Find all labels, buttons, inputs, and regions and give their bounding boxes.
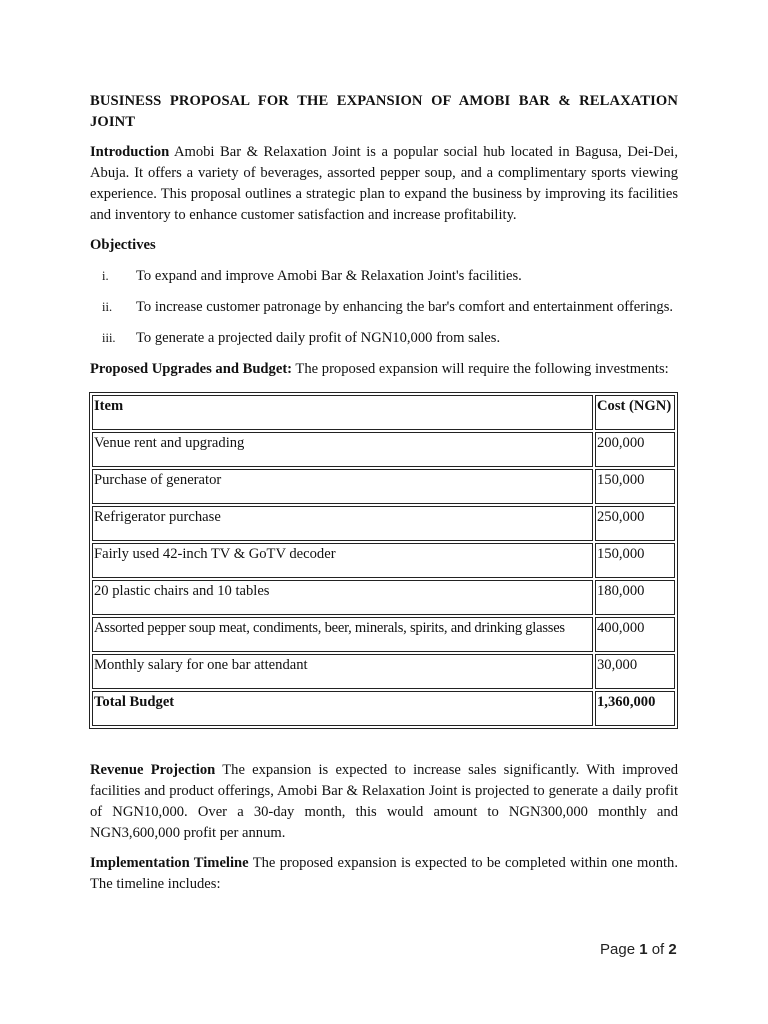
total-label: Total Budget	[92, 691, 593, 726]
list-item-text: To increase customer patronage by enhancing the bar's comfort and entertainment offerings.	[136, 299, 674, 315]
table-header-row	[92, 395, 675, 430]
list-item-number: i.	[102, 269, 109, 283]
table-total-row	[92, 691, 675, 726]
timeline-heading: Implementation Timeline	[90, 855, 249, 871]
total-pages: 2	[668, 941, 677, 958]
list-item	[90, 297, 678, 318]
table-cell-item: 20 plastic chairs and 10 tables	[92, 580, 593, 615]
table-cell-cost: 150,000	[595, 543, 675, 578]
total-value: 1,360,000	[595, 691, 675, 726]
table-cell-cost: 30,000	[595, 654, 675, 689]
table-cell-item: Purchase of generator	[92, 469, 593, 504]
table-row	[92, 469, 675, 504]
budget-intro-text: The proposed expansion will require the following investments:	[292, 361, 669, 377]
table-cell-item: Monthly salary for one bar attendant	[92, 654, 593, 689]
objectives-heading: Objectives	[90, 237, 156, 253]
column-header-cost: Cost (NGN)	[595, 395, 675, 430]
table-cell-cost: 150,000	[595, 469, 675, 504]
table-cell-cost: 400,000	[595, 617, 675, 652]
timeline-paragraph	[90, 853, 678, 895]
introduction-text: Amobi Bar & Relaxation Joint is a popular social hub located in Bagusa, Dei-Dei, Abuja. It offers a variety of beverages, assorted pepper soup, and a complimentary sports viewing experience. This proposal outlines a strategic plan to expand the business by improving its facilities and inventory to enhance customer satisfaction and increase profitability.	[90, 144, 678, 223]
budget-heading: Proposed Upgrades and Budget:	[90, 361, 293, 377]
list-item	[90, 266, 678, 287]
table-row	[92, 617, 675, 652]
list-item-text: To generate a projected daily profit of NGN10,000 from sales.	[136, 330, 501, 346]
budget-intro-paragraph	[90, 359, 678, 380]
table-row	[92, 654, 675, 689]
document-title: BUSINESS PROPOSAL FOR THE EXPANSION OF AMOBI BAR & RELAXATION JOINT	[90, 93, 678, 130]
list-item	[90, 328, 678, 349]
list-item-number: iii.	[102, 331, 116, 345]
timeline-text: The proposed expansion is expected to be completed within one month. The timeline includes:	[90, 855, 679, 892]
revenue-heading: Revenue Projection	[90, 762, 216, 778]
table-row	[92, 432, 675, 467]
document-page	[90, 91, 678, 904]
table-cell-cost: 250,000	[595, 506, 675, 541]
list-item-text: To expand and improve Amobi Bar & Relaxation Joint's facilities.	[136, 268, 522, 284]
table-cell-item: Refrigerator purchase	[92, 506, 593, 541]
table-cell-cost: 180,000	[595, 580, 675, 615]
page-word: Page	[600, 941, 640, 958]
list-item-number: ii.	[102, 300, 113, 314]
table-cell-item: Fairly used 42-inch TV & GoTV decoder	[92, 543, 593, 578]
table-row	[92, 543, 675, 578]
column-header-item: Item	[92, 395, 593, 430]
table-row	[92, 506, 675, 541]
current-page: 1	[639, 941, 648, 958]
table-row	[92, 580, 675, 615]
revenue-paragraph	[90, 760, 678, 844]
revenue-text: The expansion is expected to increase sales significantly. With improved facilities and product offerings, Amobi Bar & Relaxation Joint is projected to generate a daily profit of NGN10,000. Over a 30-day month, this would amount to NGN300,000 monthly and NGN3,600,000 profit per annum.	[90, 762, 679, 841]
introduction-heading: Introduction	[90, 144, 170, 160]
objectives-list	[90, 266, 678, 349]
introduction-paragraph	[90, 142, 678, 226]
table-cell-item: Assorted pepper soup meat, condiments, beer, minerals, spirits, and drinking glasses	[92, 617, 593, 652]
budget-table	[89, 392, 678, 729]
table-cell-item: Venue rent and upgrading	[92, 432, 593, 467]
page-number	[600, 941, 677, 958]
table-cell-cost: 200,000	[595, 432, 675, 467]
of-word: of	[647, 941, 669, 958]
